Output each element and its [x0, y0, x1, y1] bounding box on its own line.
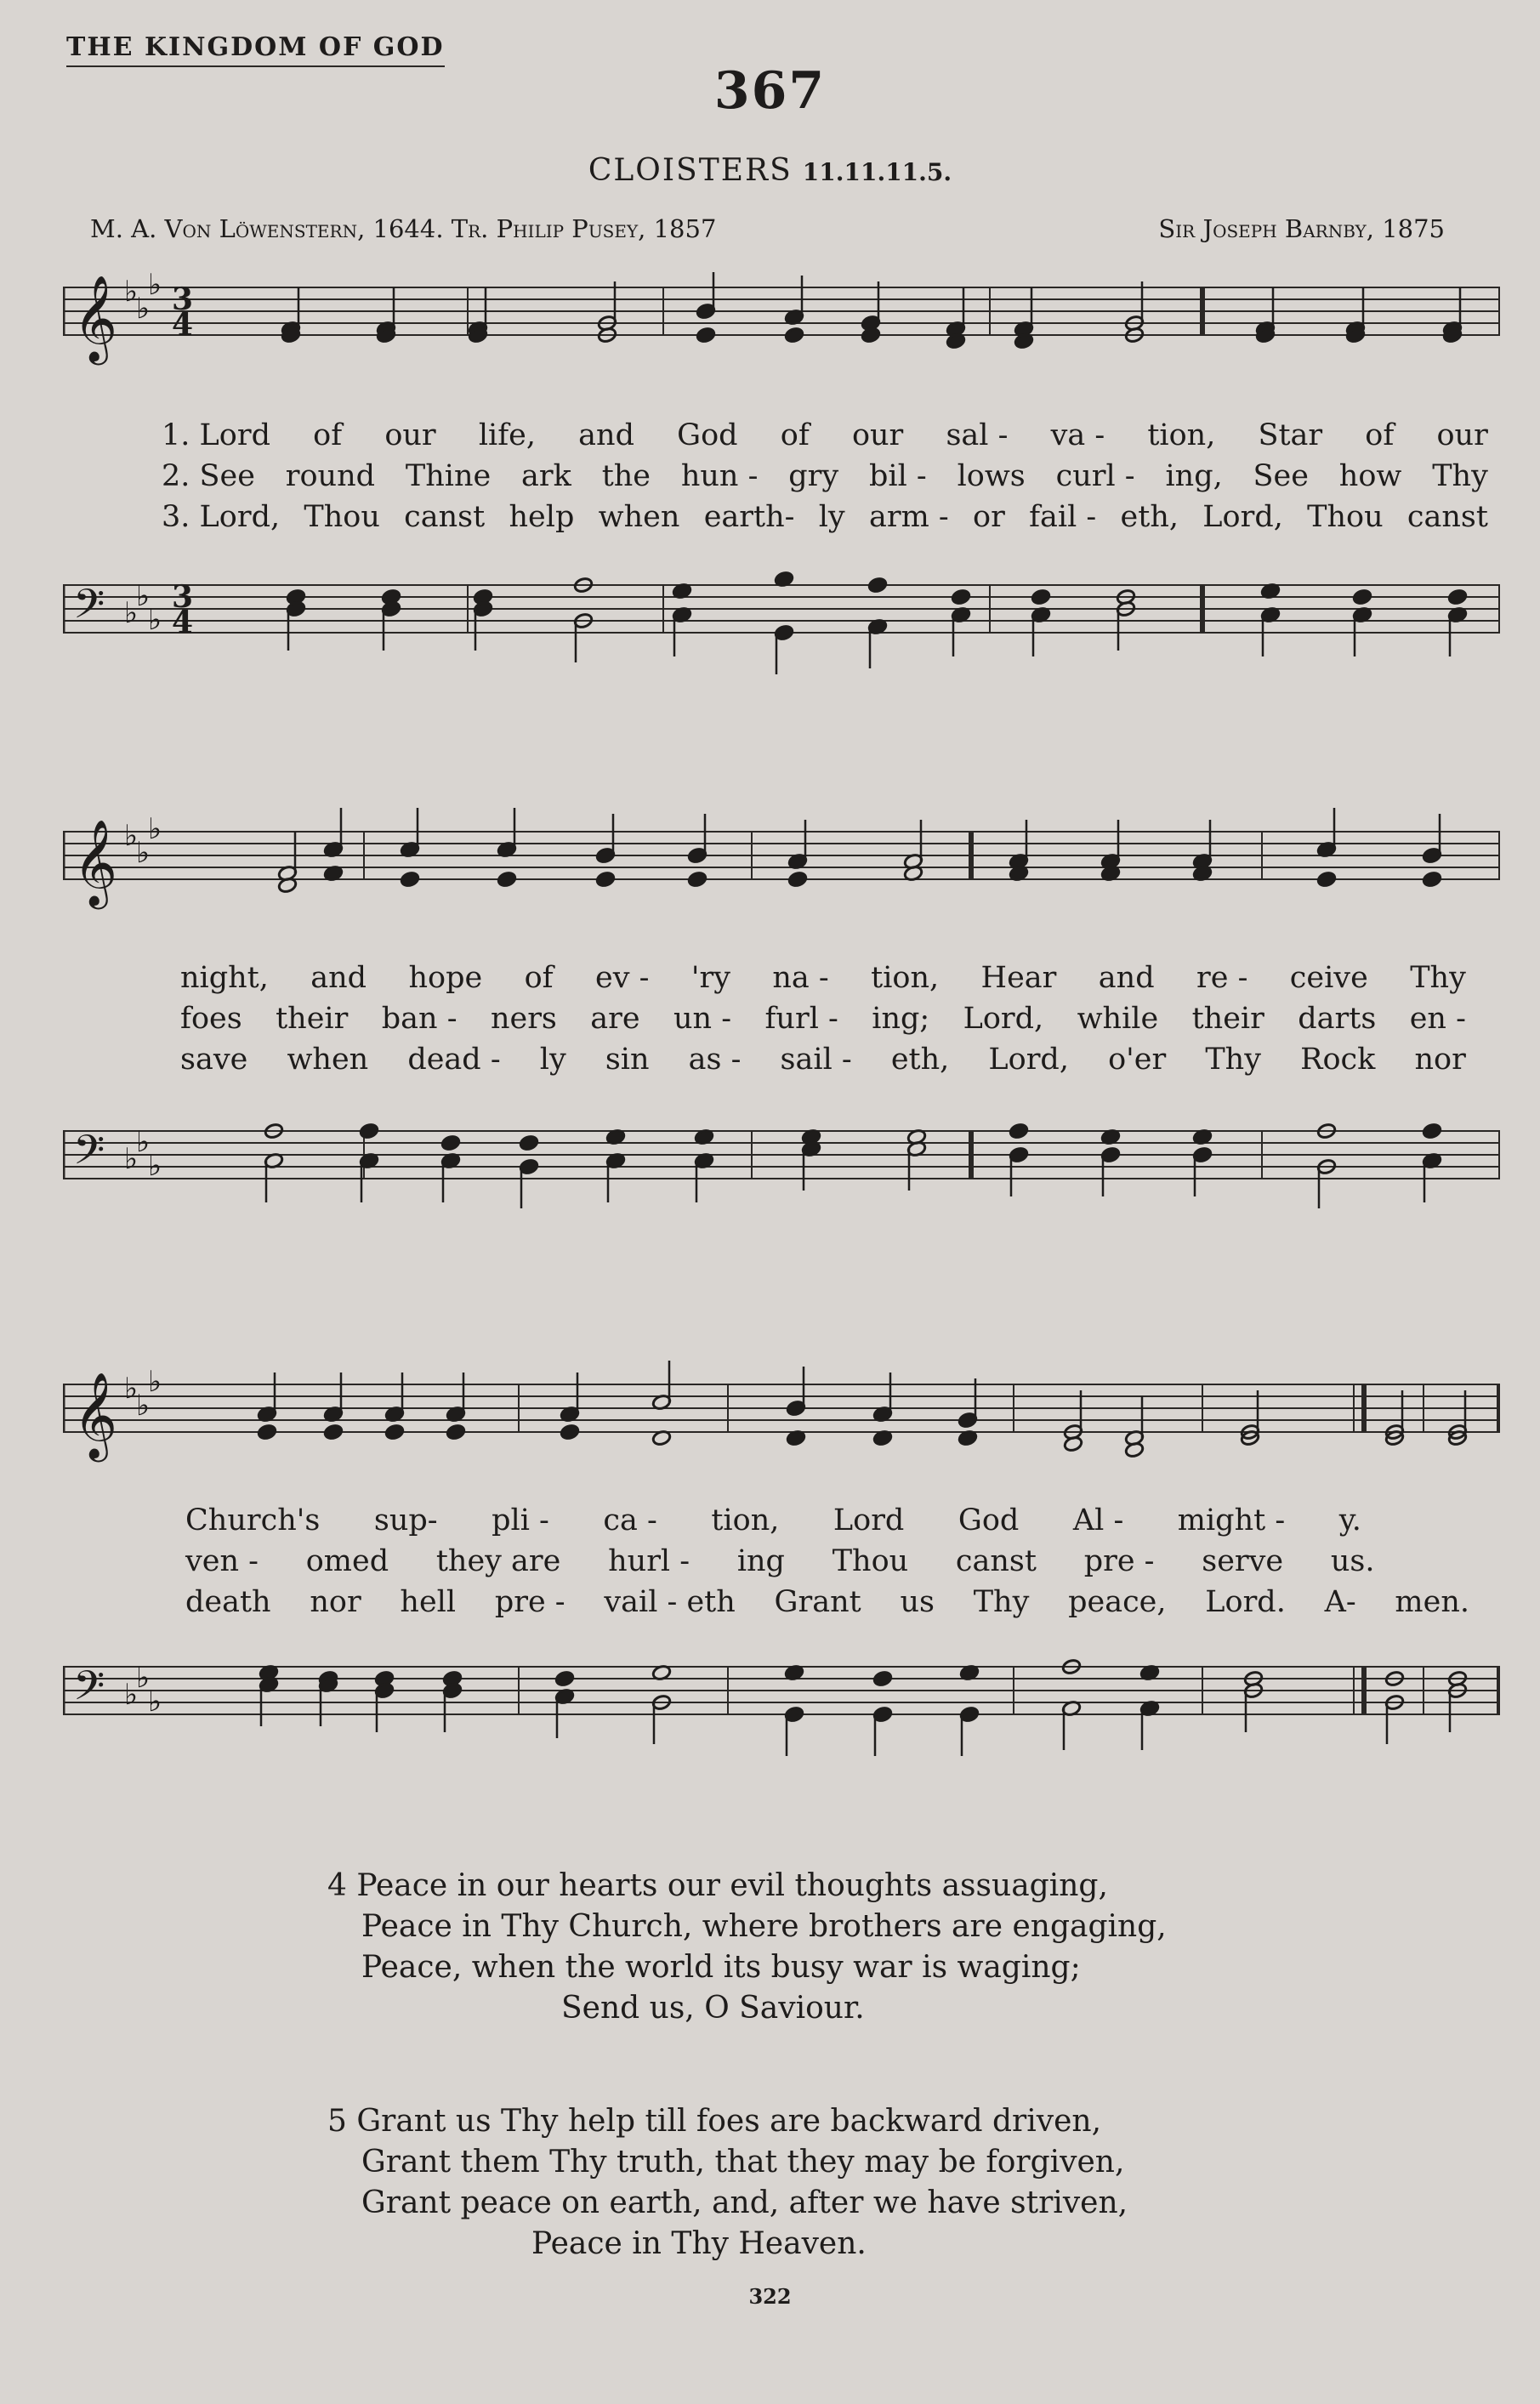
lyric-syllable: ban -	[381, 1002, 457, 1036]
key-signature-flats-icon	[124, 1661, 162, 1719]
svg-text:♭: ♭	[124, 596, 139, 630]
svg-text:3: 3	[172, 579, 194, 615]
lyric-syllable: Thine	[405, 459, 492, 493]
lyric-syllable: how	[1338, 459, 1402, 493]
note-head	[446, 1424, 466, 1441]
lyric-syllable: help	[509, 500, 575, 534]
verse-line: Peace in Thy Church, where brothers are engaging,	[361, 1909, 1167, 1944]
svg-text:♭: ♭	[148, 272, 162, 302]
lyric-line	[185, 1500, 1469, 1541]
verse-line: Peace in our hearts our evil thoughts assuaging,	[356, 1868, 1108, 1903]
lyric-syllable: un -	[673, 1002, 732, 1036]
lyric-syllable: might -	[1177, 1503, 1286, 1537]
lyric-syllable: hell	[400, 1585, 457, 1619]
lyric-syllable: Thy	[1410, 961, 1466, 995]
note-head	[384, 1424, 405, 1441]
lyrics-system-2	[180, 958, 1466, 1080]
lyric-syllable: omed	[305, 1544, 389, 1578]
verse-number: 5	[327, 2104, 347, 2139]
notes	[277, 808, 1442, 894]
lyric-syllable: Lord,	[1202, 500, 1283, 534]
lyric-syllable: of	[1365, 418, 1395, 452]
lyric-syllable: God	[958, 1503, 1020, 1537]
lyric-syllable: God	[677, 418, 738, 452]
note-head	[872, 1670, 893, 1687]
note-head	[784, 327, 804, 344]
lyric-syllable: their	[1191, 1002, 1264, 1036]
lyric-syllable: eth,	[1120, 500, 1179, 534]
lyric-syllable: or	[973, 500, 1005, 534]
note-head	[440, 1134, 461, 1151]
key-signature-flats-icon	[124, 272, 162, 326]
lyric-syllable: of	[524, 961, 554, 995]
lyric-syllable: life,	[478, 418, 537, 452]
lyric-syllable: o'er	[1108, 1043, 1167, 1077]
lyric-syllable: curl -	[1055, 459, 1135, 493]
notes	[259, 1658, 1468, 1756]
verse-5	[327, 2101, 1128, 2265]
lyric-syllable: va -	[1050, 418, 1105, 452]
lyric-line	[162, 497, 1488, 537]
running-header: THE KINGDOM OF GOD	[66, 32, 445, 67]
key-signature-flats-icon	[124, 812, 162, 870]
lyric-syllable: our	[851, 418, 904, 452]
lyric-syllable: ly	[539, 1043, 566, 1077]
svg-text:4: 4	[172, 605, 194, 640]
lyric-syllable: lows	[957, 459, 1026, 493]
note-head	[696, 327, 716, 344]
lyric-syllable: re -	[1196, 961, 1248, 995]
lyric-syllable: save	[180, 1043, 248, 1077]
lyric-syllable: Star	[1258, 418, 1323, 452]
lyric-syllable: Grant	[774, 1585, 861, 1619]
bass-clef-icon: 𝄢	[73, 1126, 105, 1184]
lyric-syllable: pre -	[1083, 1544, 1155, 1578]
lyric-syllable: Hear	[980, 961, 1057, 995]
note-head	[519, 1134, 539, 1151]
lyric-line	[185, 1582, 1469, 1623]
treble-clef-icon: 𝄞	[73, 1371, 118, 1458]
notes	[264, 1122, 1442, 1208]
lyric-syllable: Thou	[1307, 500, 1384, 534]
note-head	[323, 1424, 344, 1441]
lyric-syllable: Thou	[304, 500, 380, 534]
lyric-syllable: pli -	[492, 1503, 549, 1537]
lyric-syllable: ark	[521, 459, 571, 493]
svg-text:♭: ♭	[136, 579, 151, 613]
bass-staff-system-2	[63, 1105, 1500, 1259]
note-head	[1422, 1122, 1442, 1139]
verse-line: Grant them Thy truth, that they may be forgiven,	[361, 2145, 1125, 2180]
lyric-line	[180, 958, 1466, 998]
lyric-syllable: sin	[605, 1043, 650, 1077]
lyric-syllable: na -	[772, 961, 829, 995]
lyric-syllable: Thy	[1432, 459, 1488, 493]
lyric-syllable: are	[590, 1002, 640, 1036]
lyric-syllable: death	[185, 1585, 271, 1619]
lyric-syllable: Lord,	[988, 1043, 1069, 1077]
lyric-syllable: as -	[688, 1043, 742, 1077]
lyric-line	[162, 456, 1488, 497]
lyric-syllable: and	[578, 418, 634, 452]
verse-line: Grant us Thy help till foes are backward driven,	[356, 2104, 1102, 2139]
lyric-syllable: they are	[435, 1544, 561, 1578]
lyric-syllable: darts	[1298, 1002, 1377, 1036]
note-head	[257, 1424, 277, 1441]
lyric-syllable: hurl -	[608, 1544, 690, 1578]
note-head	[867, 577, 888, 594]
lyric-syllable: pre -	[494, 1585, 565, 1619]
note-head	[1031, 588, 1051, 605]
verse-line: Peace, when the world its busy war is waging;	[361, 1950, 1081, 1985]
lyric-syllable: when	[287, 1043, 369, 1077]
verse-4	[327, 1866, 1167, 2029]
svg-text:♭: ♭	[124, 1372, 139, 1406]
key-signature-flats-icon	[124, 1125, 162, 1183]
svg-text:♭: ♭	[124, 819, 139, 853]
time-signature	[172, 579, 193, 640]
lyric-syllable: when	[598, 500, 680, 534]
lyric-syllable: fail -	[1029, 500, 1097, 534]
lyric-syllable: See	[1253, 459, 1309, 493]
lyrics-system-1	[162, 415, 1488, 537]
svg-text:♭: ♭	[148, 603, 162, 637]
lyric-syllable: serve	[1202, 1544, 1284, 1578]
key-signature-flats-icon	[124, 1365, 162, 1423]
lyric-syllable: Al -	[1072, 1503, 1124, 1537]
lyric-line	[185, 1541, 1469, 1582]
tune-meter: 11.11.11.5.	[802, 158, 952, 186]
music-credit: Sir Joseph Barnby, 1875	[1158, 214, 1445, 243]
lyric-syllable: ners	[490, 1002, 557, 1036]
lyric-syllable: hope	[408, 961, 483, 995]
notes	[257, 1361, 1468, 1458]
treble-staff-system-3	[63, 1335, 1500, 1480]
lyric-syllable: arm -	[868, 500, 949, 534]
staff-lines	[63, 1667, 1500, 1714]
lyric-syllable: ev -	[595, 961, 650, 995]
lyric-syllable: 3. Lord,	[162, 500, 281, 534]
svg-text:♭: ♭	[136, 1389, 151, 1423]
lyric-syllable: nor	[1414, 1043, 1466, 1077]
lyric-syllable: canst	[955, 1544, 1037, 1578]
svg-text:♭: ♭	[148, 1149, 162, 1183]
lyric-syllable: canst	[404, 500, 486, 534]
note-head	[595, 871, 616, 888]
verse-number: 4	[327, 1868, 347, 1903]
note-head	[687, 871, 707, 888]
lyric-syllable: Lord	[833, 1503, 905, 1537]
verse-line: Send us, O Saviour.	[561, 1991, 865, 2026]
lyric-syllable: the	[601, 459, 651, 493]
note-head	[951, 588, 971, 605]
bass-staff-system-3	[63, 1641, 1500, 1794]
lyric-syllable: sail -	[780, 1043, 852, 1077]
lyric-syllable: hun -	[680, 459, 759, 493]
lyric-syllable: bil -	[869, 459, 927, 493]
lyric-syllable: ing;	[872, 1002, 930, 1036]
svg-text:♭: ♭	[136, 836, 151, 870]
svg-text:♭: ♭	[148, 1685, 162, 1719]
note-head	[497, 871, 517, 888]
lyric-syllable: ing	[736, 1544, 785, 1578]
lyric-syllable: our	[1436, 418, 1488, 452]
svg-text:♭: ♭	[124, 275, 139, 309]
svg-text:♭: ♭	[136, 292, 151, 326]
note-head	[400, 871, 420, 888]
staff-lines	[63, 287, 1500, 335]
lyric-syllable: their	[276, 1002, 349, 1036]
lyric-syllable: us.	[1330, 1544, 1375, 1578]
svg-text:3: 3	[172, 281, 194, 317]
lyric-syllable: ly	[818, 500, 845, 534]
svg-text:♭: ♭	[124, 1678, 139, 1712]
lyric-syllable: 2. See	[162, 459, 255, 493]
bass-staff-system-1	[63, 561, 1500, 689]
lyric-syllable: nor	[310, 1585, 361, 1619]
svg-text:♭: ♭	[148, 1365, 162, 1399]
lyric-syllable: Thy	[973, 1585, 1030, 1619]
note-head	[787, 871, 808, 888]
lyric-syllable: sal -	[946, 418, 1009, 452]
lyric-syllable: Lord.	[1205, 1585, 1286, 1619]
lyric-syllable: while	[1077, 1002, 1159, 1036]
lyric-syllable: Rock	[1300, 1043, 1376, 1077]
lyric-syllable: ing,	[1165, 459, 1223, 493]
lyric-line	[180, 998, 1466, 1039]
treble-clef-icon: 𝄞	[73, 818, 118, 906]
lyric-syllable: eth,	[890, 1043, 950, 1077]
lyric-syllable: men.	[1395, 1585, 1469, 1619]
lyric-syllable: ven -	[185, 1544, 259, 1578]
lyric-syllable: of	[313, 418, 343, 452]
tune-name: CLOISTERS	[588, 153, 793, 188]
lyric-syllable: vail - eth	[604, 1585, 736, 1619]
treble-clef-icon: 𝄞	[73, 274, 118, 361]
lyric-syllable: of	[780, 418, 810, 452]
lyric-syllable: tion,	[711, 1503, 780, 1537]
lyric-line	[180, 1039, 1466, 1080]
verse-line: Peace in Thy Heaven.	[531, 2226, 867, 2261]
lyric-syllable: night,	[180, 961, 269, 995]
lyric-syllable: y.	[1338, 1503, 1361, 1537]
note-head	[554, 1670, 575, 1687]
lyric-syllable: canst	[1406, 500, 1488, 534]
lyric-syllable: and	[1098, 961, 1155, 995]
verse-line: Grant peace on earth, and, after we have striven,	[361, 2185, 1128, 2220]
svg-text:♭: ♭	[136, 1661, 151, 1695]
key-signature-flats-icon	[124, 579, 162, 637]
lyric-line	[162, 415, 1488, 456]
treble-staff-system-1	[63, 272, 1500, 383]
lyric-syllable: peace,	[1068, 1585, 1167, 1619]
lyrics-system-3	[185, 1500, 1469, 1623]
note-head	[1447, 588, 1468, 605]
notes	[286, 571, 1468, 674]
note-head	[1352, 588, 1372, 605]
lyric-syllable: and	[310, 961, 367, 995]
time-signature	[172, 281, 193, 343]
lyric-syllable: A-	[1324, 1585, 1356, 1619]
svg-text:♭: ♭	[136, 1125, 151, 1159]
svg-text:4: 4	[172, 307, 194, 343]
lyric-syllable: ceive	[1289, 961, 1368, 995]
words-credit: M. A. Von Löwenstern, 1644. Tr. Philip Pusey, 1857	[90, 214, 717, 243]
lyric-syllable: ca -	[603, 1503, 657, 1537]
lyric-syllable: 'ry	[690, 961, 730, 995]
lyric-syllable: us	[900, 1585, 935, 1619]
lyric-syllable: earth-	[703, 500, 795, 534]
tune-title	[0, 153, 1540, 188]
staff-lines	[63, 585, 1500, 633]
lyric-syllable: 1. Lord	[162, 418, 270, 452]
lyric-syllable: dead -	[407, 1043, 501, 1077]
lyric-syllable: Thou	[832, 1544, 909, 1578]
staff-lines	[63, 1384, 1500, 1432]
lyric-syllable: en -	[1409, 1002, 1466, 1036]
svg-text:♭: ♭	[148, 812, 162, 846]
treble-staff-system-2	[63, 791, 1500, 918]
note-head	[359, 1122, 379, 1139]
hymn-number: 367	[713, 61, 827, 121]
note-head	[1316, 871, 1337, 888]
lyric-syllable: sup-	[373, 1503, 438, 1537]
lyric-syllable: tion,	[1147, 418, 1216, 452]
lyric-syllable: Church's	[185, 1503, 321, 1537]
bass-clef-icon: 𝄢	[73, 580, 105, 638]
lyric-syllable: tion,	[871, 961, 940, 995]
bass-clef-icon: 𝄢	[73, 1662, 105, 1719]
lyric-syllable: foes	[180, 1002, 242, 1036]
lyric-syllable: our	[384, 418, 436, 452]
note-head	[560, 1424, 580, 1441]
page-number: 322	[748, 2284, 792, 2309]
lyric-syllable: round	[285, 459, 376, 493]
lyric-syllable: Lord,	[963, 1002, 1044, 1036]
lyric-syllable: furl -	[764, 1002, 838, 1036]
svg-text:♭: ♭	[124, 1142, 139, 1176]
lyric-syllable: gry	[788, 459, 839, 493]
note-head	[1422, 871, 1442, 888]
note-head	[1009, 1122, 1029, 1139]
lyric-syllable: Thy	[1205, 1043, 1261, 1077]
